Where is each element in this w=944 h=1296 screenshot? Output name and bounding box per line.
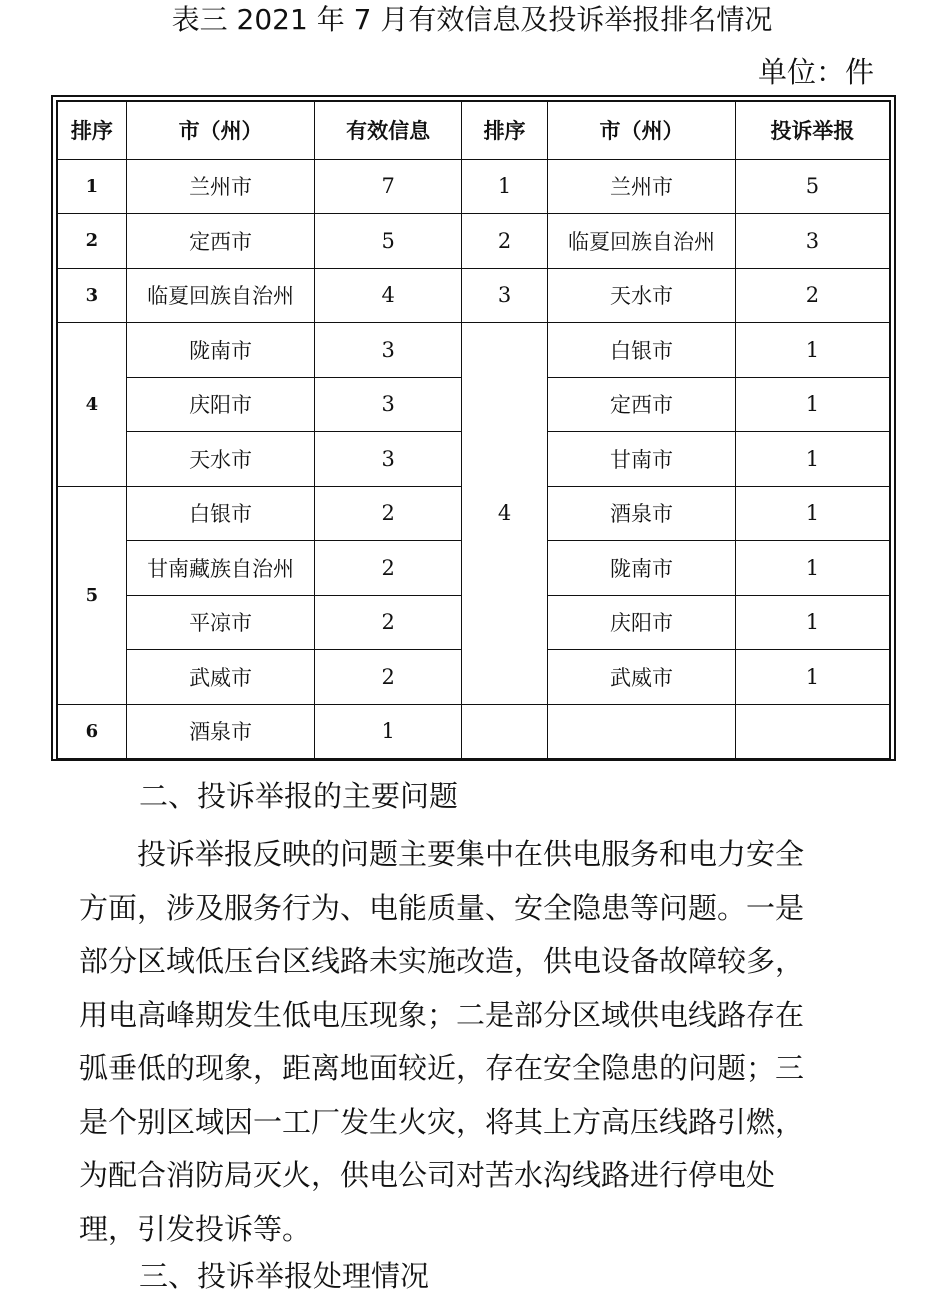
table-row bbox=[57, 268, 890, 323]
table-row bbox=[57, 323, 890, 378]
city-cell: 陇南市 bbox=[126, 323, 315, 378]
city-cell: 甘南藏族自治州 bbox=[126, 541, 315, 596]
city-cell: 临夏回族自治州 bbox=[548, 214, 736, 269]
count-cell: 1 bbox=[315, 704, 462, 759]
column-header: 投诉举报 bbox=[735, 101, 890, 159]
paragraph-line: 投诉举报反映的问题主要集中在供电服务和电力安全 bbox=[79, 837, 805, 871]
paragraph-line: 是个别区域因一工厂发生火灾，将其上方高压线路引燃， bbox=[79, 1104, 805, 1139]
count-cell: 1 bbox=[735, 323, 890, 378]
count-cell: 1 bbox=[735, 650, 890, 705]
column-header: 排序 bbox=[57, 101, 126, 159]
count-cell: 1 bbox=[735, 595, 890, 650]
column-header: 市（州） bbox=[126, 101, 315, 159]
count-cell: 2 bbox=[315, 486, 462, 541]
count-cell: 2 bbox=[315, 541, 462, 596]
rank-cell: 3 bbox=[57, 268, 126, 323]
section2-heading: 二、投诉举报的主要问题 bbox=[139, 779, 459, 813]
city-cell: 天水市 bbox=[126, 432, 315, 487]
count-cell: 4 bbox=[315, 268, 462, 323]
count-cell: 3 bbox=[315, 377, 462, 432]
paragraph-line: 用电高峰期发生低电压现象；二是部分区域供电线路存在 bbox=[79, 997, 805, 1032]
city-cell: 白银市 bbox=[548, 323, 736, 378]
count-cell: 3 bbox=[735, 214, 890, 269]
count-cell: 3 bbox=[315, 323, 462, 378]
rank-cell: 2 bbox=[57, 214, 126, 269]
column-header: 有效信息 bbox=[315, 101, 462, 159]
paragraph-line: 部分区域低压台区线路未实施改造，供电设备故障较多， bbox=[79, 944, 805, 978]
table-row bbox=[57, 704, 890, 759]
rank-cell: 6 bbox=[57, 704, 126, 759]
city-cell: 酒泉市 bbox=[126, 704, 315, 759]
count-cell: 1 bbox=[735, 486, 890, 541]
rank-cell: 3 bbox=[461, 268, 547, 323]
count-cell: 7 bbox=[315, 159, 462, 214]
count-cell: 1 bbox=[735, 432, 890, 487]
city-cell: 定西市 bbox=[548, 377, 736, 432]
paragraph-line: 理，引发投诉等。 bbox=[79, 1211, 312, 1246]
city-cell: 酒泉市 bbox=[548, 486, 736, 541]
count-cell: 5 bbox=[735, 159, 890, 214]
rank-cell: 1 bbox=[461, 159, 547, 214]
column-header: 市（州） bbox=[548, 101, 736, 159]
rank-cell: 4 bbox=[461, 323, 547, 705]
unit-label: 单位：件 bbox=[757, 55, 874, 89]
table-title: 表三 2021 年 7 月有效信息及投诉举报排名情况 bbox=[171, 3, 773, 36]
empty-cell bbox=[548, 704, 736, 759]
rank-cell: 2 bbox=[461, 214, 547, 269]
ranking-table-frame bbox=[51, 95, 896, 761]
paragraph-line: 方面，涉及服务行为、电能质量、安全隐患等问题。一是 bbox=[79, 890, 805, 925]
city-cell: 甘南市 bbox=[548, 432, 736, 487]
table-header-row bbox=[57, 101, 890, 159]
section2-paragraph bbox=[79, 828, 869, 1256]
count-cell: 3 bbox=[315, 432, 462, 487]
ranking-table bbox=[56, 100, 891, 760]
paragraph-line: 弧垂低的现象，距离地面较近，存在安全隐患的问题；三 bbox=[79, 1051, 805, 1085]
city-cell: 天水市 bbox=[548, 268, 736, 323]
city-cell: 武威市 bbox=[126, 650, 315, 705]
city-cell: 陇南市 bbox=[548, 541, 736, 596]
empty-cell bbox=[461, 704, 547, 759]
paragraph-line: 为配合消防局灭火，供电公司对苦水沟线路进行停电处 bbox=[79, 1158, 776, 1192]
city-cell: 兰州市 bbox=[126, 159, 315, 214]
city-cell: 白银市 bbox=[126, 486, 315, 541]
rank-cell: 5 bbox=[57, 486, 126, 704]
city-cell: 平凉市 bbox=[126, 595, 315, 650]
count-cell: 2 bbox=[315, 650, 462, 705]
column-header: 排序 bbox=[461, 101, 547, 159]
city-cell: 定西市 bbox=[126, 214, 315, 269]
city-cell: 临夏回族自治州 bbox=[126, 268, 315, 323]
table-row bbox=[57, 159, 890, 214]
count-cell: 1 bbox=[735, 377, 890, 432]
rank-cell: 4 bbox=[57, 323, 126, 487]
section3-heading: 三、投诉举报处理情况 bbox=[139, 1259, 430, 1293]
empty-cell bbox=[735, 704, 890, 759]
rank-cell: 1 bbox=[57, 159, 126, 214]
city-cell: 兰州市 bbox=[548, 159, 736, 214]
count-cell: 2 bbox=[735, 268, 890, 323]
table-row bbox=[57, 214, 890, 269]
city-cell: 庆阳市 bbox=[126, 377, 315, 432]
count-cell: 5 bbox=[315, 214, 462, 269]
count-cell: 2 bbox=[315, 595, 462, 650]
city-cell: 庆阳市 bbox=[548, 595, 736, 650]
city-cell: 武威市 bbox=[548, 650, 736, 705]
count-cell: 1 bbox=[735, 541, 890, 596]
